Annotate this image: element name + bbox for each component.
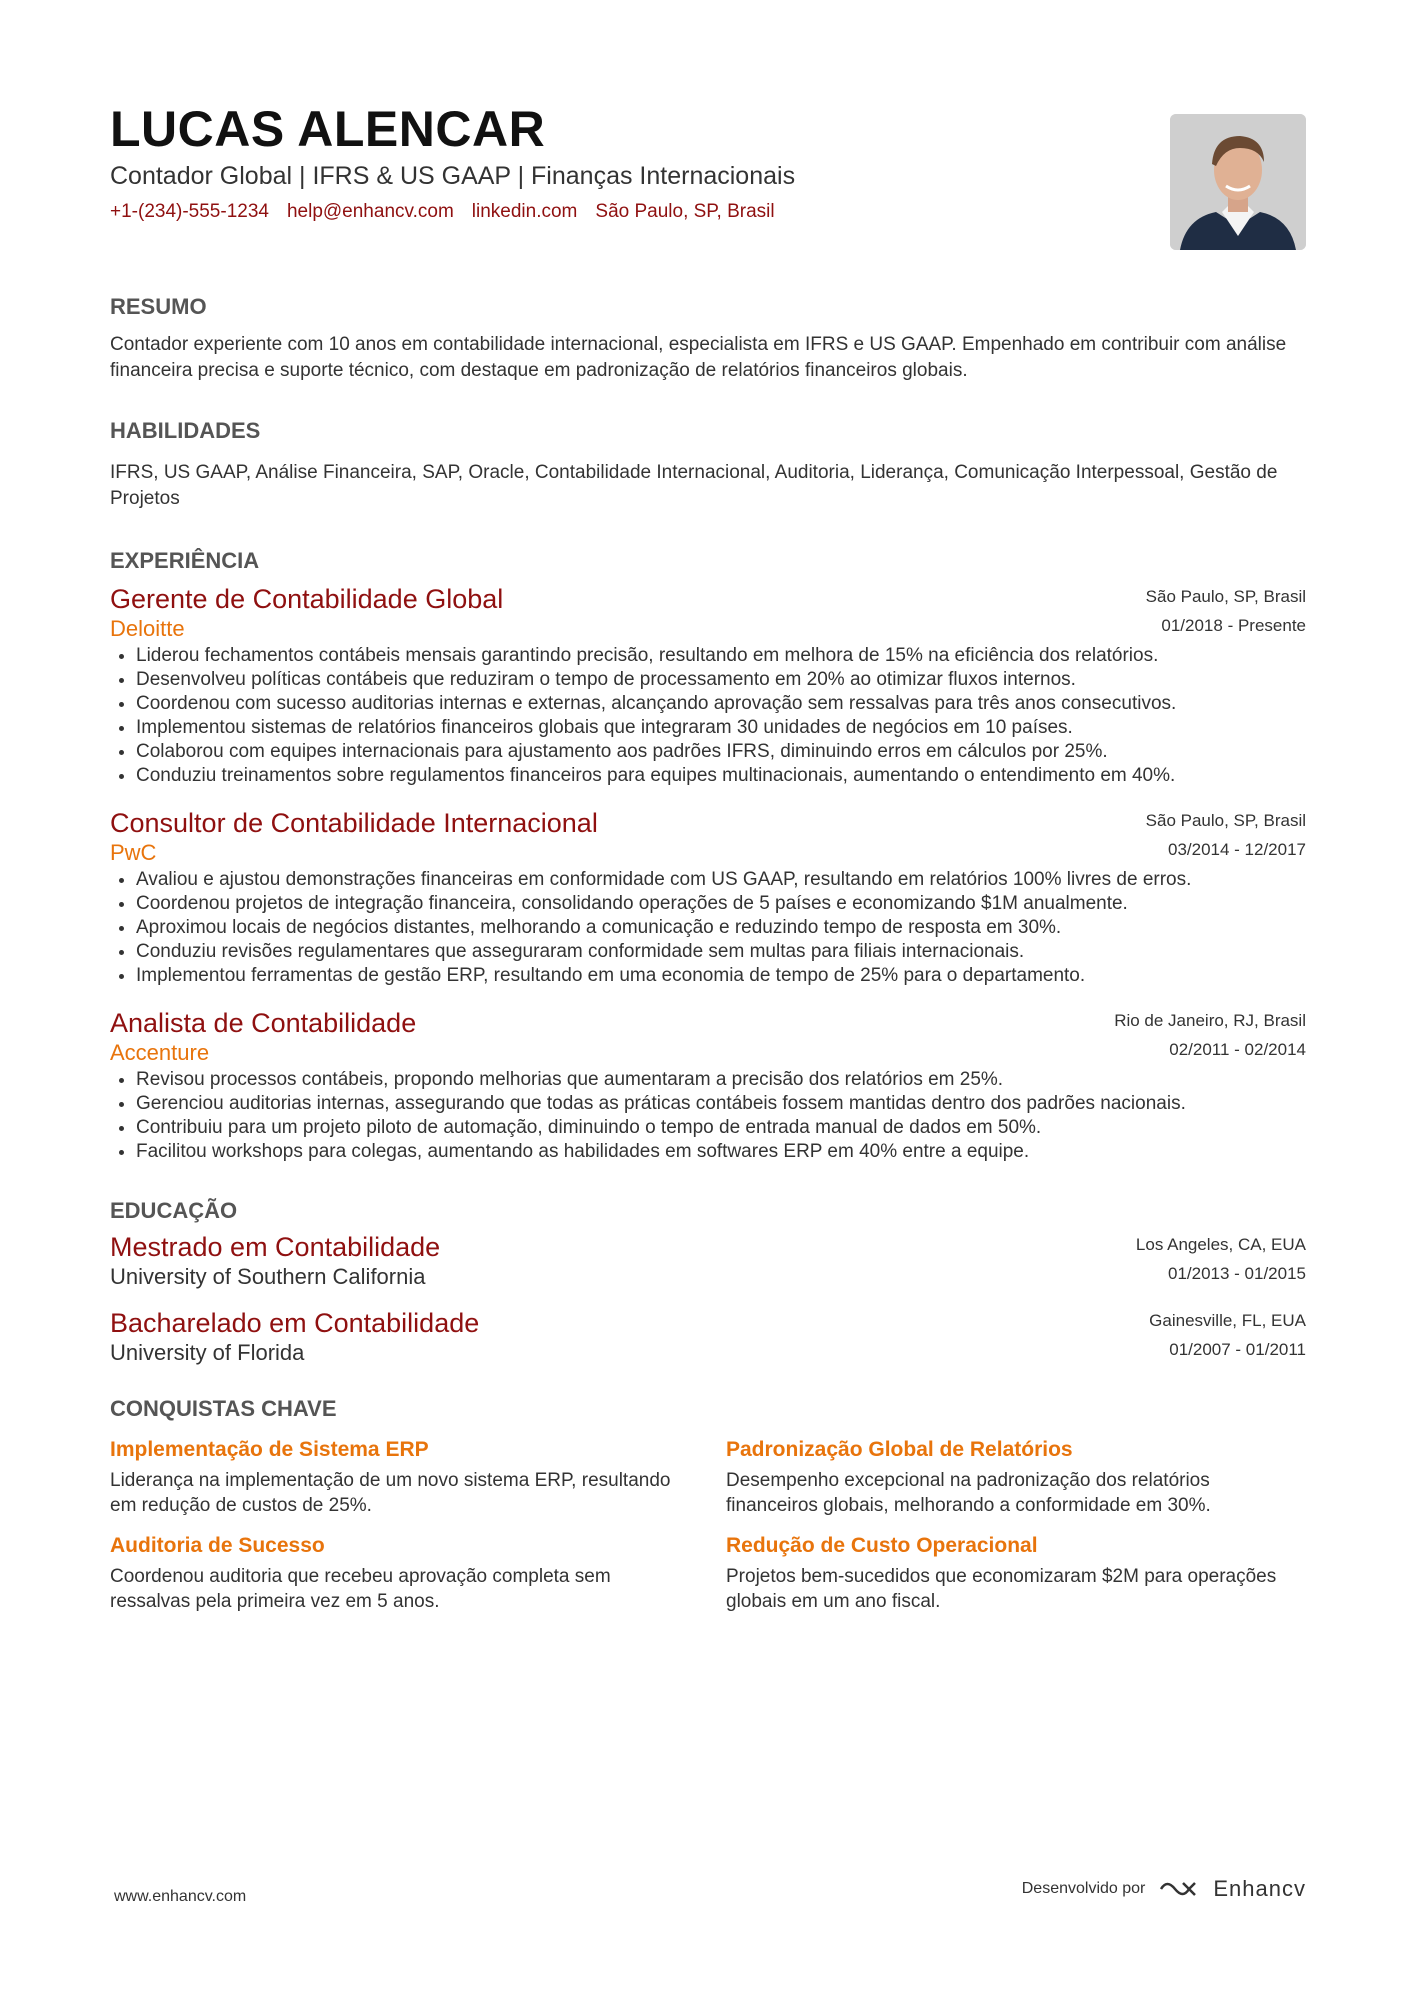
achievement-title: Redução de Custo Operacional [726,1534,1038,1557]
job-dates: 03/2014 - 12/2017 [1167,840,1306,859]
job-entry [110,582,1306,788]
achievement-item [726,1534,1306,1614]
achievement-title: Padronização Global de Relatórios [726,1438,1073,1461]
achievement-desc: Projetos bem-sucedidos que economizaram $2M para operações globais em um ano fiscal. [726,1566,1277,1612]
contact-location: São Paulo, SP, Brasil [595,201,775,222]
job-location: São Paulo, SP, Brasil [1145,811,1306,830]
skills-section [110,418,1306,512]
skills-text: IFRS, US GAAP, Análise Financeira, SAP, Oracle, Contabilidade Internacional, Auditoria, Liderança, Comunicação Interpessoal, Gestão de Projetos [110,462,1278,509]
education-location: Gainesville, FL, EUA [1149,1311,1306,1330]
job-bullets [110,868,1306,988]
education-dates: 01/2013 - 01/2015 [1167,1264,1306,1283]
achievement-item [726,1438,1306,1518]
job-bullet: • Facilitou workshops para colegas, aumentando as habilidades em softwares ERP em 40% entre a equipe. [136,1140,1306,1164]
education-school: University of Southern California [110,1264,426,1289]
education-entry [110,1306,1306,1366]
experience-section [110,548,1306,1164]
job-bullet: • Contribuiu para um projeto piloto de automação, diminuindo o tempo de entrada manual de dados em 50%. [136,1116,1306,1140]
job-bullet: • Coordenou projetos de integração financeira, consolidando operações de 5 países e economizando $1M anualmente. [136,892,1306,916]
resume-page [110,90,1306,1614]
experience-heading: EXPERIÊNCIA [110,548,260,573]
resume-header [110,101,1306,274]
profile-photo [1170,114,1306,250]
job-company: Deloitte [110,616,185,641]
job-company: Accenture [110,1040,210,1065]
achievements-heading: CONQUISTAS CHAVE [110,1396,337,1421]
achievement-item [110,1534,690,1614]
job-title: Gerente de Contabilidade Global [110,584,504,614]
job-location: São Paulo, SP, Brasil [1145,587,1306,606]
footer-website[interactable]: www.enhancv.com [114,1888,247,1905]
education-section [110,1198,1306,1366]
candidate-name: LUCAS ALENCAR [110,101,546,157]
job-dates: 02/2011 - 02/2014 [1169,1040,1306,1059]
job-bullet: • Conduziu revisões regulamentares que asseguraram conformidade sem multas para filiais internacionais. [136,940,1306,964]
job-bullet: • Avaliou e ajustou demonstrações financeiras em conformidade com US GAAP, resultando em relatórios 100% livres de erros. [136,868,1306,892]
job-bullet: • Implementou sistemas de relatórios financeiros globais que integraram 30 unidades de negócios em 10 países. [136,716,1306,740]
education-heading: EDUCAÇÃO [110,1198,238,1223]
job-bullet: • Coordenou com sucesso auditorias internas e externas, alcançando aprovação sem ressalvas para três anos consecutivos. [136,692,1306,716]
contact-email[interactable]: help@enhancv.com [286,201,454,222]
job-bullet: • Liderou fechamentos contábeis mensais garantindo precisão, resultando em melhora de 15% na eficiência dos relatórios. [136,644,1306,668]
job-bullet: • Aproximou locais de negócios distantes, melhorando a comunicação e reduzindo tempo de resposta em 30%. [136,916,1306,940]
job-title: Analista de Contabilidade [110,1008,417,1038]
powered-by-label: Desenvolvido por [1021,1880,1146,1897]
education-entry [110,1230,1306,1290]
candidate-title: Contador Global | IFRS & US GAAP | Finanças Internacionais [110,162,796,190]
job-title: Consultor de Contabilidade Internacional [110,808,598,838]
summary-section [110,294,1306,384]
contact-info [110,201,1306,223]
job-bullets [110,1068,1306,1164]
achievement-title: Implementação de Sistema ERP [110,1438,429,1461]
contact-phone[interactable]: +1-(234)-555-1234 [110,201,269,222]
education-location: Los Angeles, CA, EUA [1135,1235,1306,1254]
footer-branding [1022,1876,1306,1902]
job-entry [110,1006,1306,1164]
enhancv-logo-icon [1157,1877,1201,1901]
education-dates: 01/2007 - 01/2011 [1169,1340,1306,1359]
achievements-grid [110,1438,1306,1614]
achievement-title: Auditoria de Sucesso [110,1534,325,1557]
education-school: University of Florida [110,1340,305,1365]
job-bullet: • Implementou ferramentas de gestão ERP, resultando em uma economia de tempo de 25% para o departamento. [136,964,1306,988]
job-bullet: • Revisou processos contábeis, propondo melhorias que aumentaram a precisão dos relatórios em 25%. [136,1068,1306,1092]
job-company: PwC [110,840,157,865]
job-bullet: • Desenvolveu políticas contábeis que reduziram o tempo de processamento em 20% ao otimizar fluxos internos. [136,668,1306,692]
skills-heading: HABILIDADES [110,418,261,443]
education-degree: Bacharelado em Contabilidade [110,1308,480,1338]
summary-text: Contador experiente com 10 anos em contabilidade internacional, especialista em IFRS e US GAAP. Empenhado em contribuir com análise financeira precisa e suporte técnico, com destaque em padronização de relatórios financeiros globais. [110,334,1287,381]
summary-heading: RESUMO [110,294,207,319]
job-bullets [110,644,1306,788]
job-entry [110,806,1306,988]
job-location: Rio de Janeiro, RJ, Brasil [1114,1011,1306,1030]
achievement-item [110,1438,690,1518]
contact-linkedin[interactable]: linkedin.com [471,201,578,222]
job-dates: 01/2018 - Presente [1161,616,1306,635]
profile-photo-image [1170,114,1306,250]
brand-name: Enhancv [1213,1876,1306,1901]
job-bullet: • Conduziu treinamentos sobre regulamentos financeiros para equipes multinacionais, aumentando o entendimento em 40%. [136,764,1306,788]
education-degree: Mestrado em Contabilidade [110,1232,441,1262]
achievement-desc: Coordenou auditoria que recebeu aprovação completa sem ressalvas pela primeira vez em 5 anos. [110,1566,611,1612]
achievement-desc: Liderança na implementação de um novo sistema ERP, resultando em redução de custos de 25%. [110,1470,671,1516]
achievements-section [110,1396,1306,1614]
job-bullet: • Gerenciou auditorias internas, assegurando que todas as práticas contábeis fossem mantidas dentro dos padrões nacionais. [136,1092,1306,1116]
achievement-desc: Desempenho excepcional na padronização dos relatórios financeiros globais, melhorando a conformidade em 30%. [726,1470,1211,1516]
job-bullet: • Colaborou com equipes internacionais para ajustamento aos padrões IFRS, diminuindo erros em cálculos por 25%. [136,740,1306,764]
